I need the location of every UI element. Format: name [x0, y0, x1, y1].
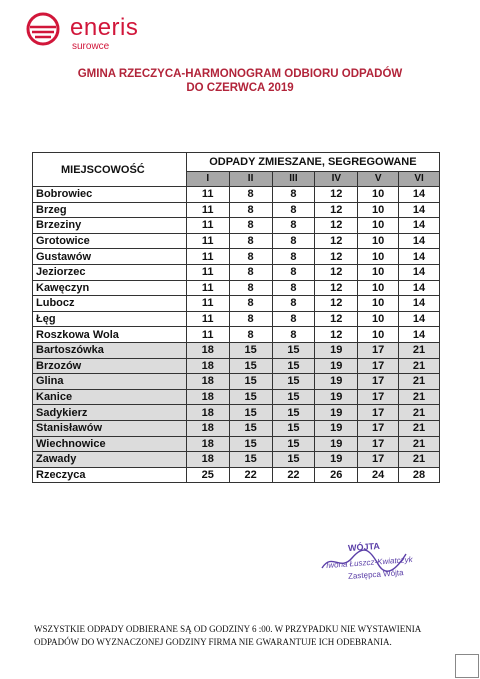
pickup-day: 12 — [315, 327, 358, 343]
schedule-table — [32, 152, 440, 483]
pickup-day: 19 — [315, 420, 358, 436]
table-row — [33, 374, 440, 390]
pickup-day: 18 — [186, 389, 229, 405]
pickup-day: 24 — [358, 467, 399, 483]
pickup-day: 15 — [229, 374, 272, 390]
table-row — [33, 358, 440, 374]
pickup-day: 14 — [399, 327, 440, 343]
footer-note — [34, 623, 454, 649]
pickup-day: 11 — [186, 311, 229, 327]
pickup-day: 8 — [229, 187, 272, 203]
logo-name: eneris — [70, 14, 139, 41]
pickup-day: 8 — [229, 249, 272, 265]
pickup-day: 10 — [358, 218, 399, 234]
pickup-day: 14 — [399, 202, 440, 218]
pickup-day: 8 — [272, 296, 315, 312]
pickup-day: 8 — [272, 233, 315, 249]
pickup-day: 10 — [358, 264, 399, 280]
pickup-day: 12 — [315, 187, 358, 203]
pickup-day: 19 — [315, 436, 358, 452]
pickup-day: 12 — [315, 218, 358, 234]
table-row — [33, 452, 440, 468]
pickup-day: 18 — [186, 358, 229, 374]
pickup-day: 11 — [186, 327, 229, 343]
pickup-day: 17 — [358, 405, 399, 421]
pickup-day: 21 — [399, 436, 440, 452]
pickup-day: 10 — [358, 187, 399, 203]
pickup-day: 21 — [399, 342, 440, 358]
waste-type-header: ODPADY ZMIESZANE, SEGREGOWANE — [186, 153, 439, 172]
schedule-rows — [33, 187, 440, 483]
pickup-day: 19 — [315, 358, 358, 374]
pickup-day: 17 — [358, 342, 399, 358]
pickup-day: 18 — [186, 420, 229, 436]
pickup-day: 18 — [186, 342, 229, 358]
table-row — [33, 342, 440, 358]
pickup-day: 11 — [186, 280, 229, 296]
locality-name: Brzozów — [33, 358, 187, 374]
table-row — [33, 202, 440, 218]
pickup-day: 22 — [272, 467, 315, 483]
pickup-day: 15 — [229, 389, 272, 405]
month-header: V — [358, 172, 399, 187]
pickup-day: 14 — [399, 264, 440, 280]
locality-name: Bartoszówka — [33, 342, 187, 358]
pickup-day: 18 — [186, 436, 229, 452]
pickup-day: 14 — [399, 311, 440, 327]
document-title-line-2: DO CZERWCA 2019 — [186, 82, 294, 94]
pickup-day: 15 — [229, 452, 272, 468]
pickup-day: 11 — [186, 187, 229, 203]
pickup-day: 14 — [399, 187, 440, 203]
pickup-day: 15 — [229, 342, 272, 358]
footer-line-2: ODPADÓW DO WYZNACZONEJ GODZINY FIRMA NIE GWARANTUJE ICH ODEBRANIA. — [34, 637, 392, 647]
locality-name: Brzeg — [33, 202, 187, 218]
page-corner-mark — [455, 654, 479, 678]
table-row — [33, 405, 440, 421]
pickup-day: 12 — [315, 311, 358, 327]
month-header: I — [186, 172, 229, 187]
pickup-day: 15 — [229, 405, 272, 421]
pickup-day: 8 — [272, 187, 315, 203]
month-header: VI — [399, 172, 440, 187]
table-row — [33, 233, 440, 249]
pickup-day: 12 — [315, 249, 358, 265]
pickup-day: 10 — [358, 202, 399, 218]
table-row — [33, 249, 440, 265]
pickup-day: 17 — [358, 420, 399, 436]
locality-name: Roszkowa Wola — [33, 327, 187, 343]
pickup-day: 15 — [272, 342, 315, 358]
locality-name: Stanisławów — [33, 420, 187, 436]
pickup-day: 21 — [399, 405, 440, 421]
table-row — [33, 264, 440, 280]
stamp-title: WÓJTA — [347, 540, 381, 554]
pickup-day: 8 — [272, 311, 315, 327]
pickup-day: 22 — [229, 467, 272, 483]
pickup-day: 15 — [272, 374, 315, 390]
pickup-day: 11 — [186, 233, 229, 249]
locality-name: Bobrowiec — [33, 187, 187, 203]
locality-name: Zawady — [33, 452, 187, 468]
pickup-day: 8 — [229, 280, 272, 296]
month-header: IV — [315, 172, 358, 187]
city-column-header: MIEJSCOWOŚĆ — [33, 153, 187, 187]
official-stamp — [318, 538, 428, 586]
pickup-day: 21 — [399, 420, 440, 436]
pickup-day: 17 — [358, 374, 399, 390]
pickup-day: 11 — [186, 202, 229, 218]
pickup-day: 11 — [186, 218, 229, 234]
pickup-day: 17 — [358, 358, 399, 374]
pickup-day: 15 — [229, 436, 272, 452]
locality-name: Rzeczyca — [33, 467, 187, 483]
pickup-day: 12 — [315, 202, 358, 218]
pickup-day: 10 — [358, 296, 399, 312]
pickup-day: 14 — [399, 280, 440, 296]
logo-subtitle: surowce — [72, 41, 110, 52]
pickup-day: 14 — [399, 296, 440, 312]
pickup-day: 15 — [272, 405, 315, 421]
pickup-day: 15 — [272, 420, 315, 436]
eneris-logo-mark-icon — [26, 12, 60, 46]
pickup-day: 19 — [315, 405, 358, 421]
pickup-day: 15 — [272, 436, 315, 452]
pickup-day: 12 — [315, 296, 358, 312]
pickup-day: 21 — [399, 358, 440, 374]
locality-name: Wiechnowice — [33, 436, 187, 452]
pickup-day: 21 — [399, 374, 440, 390]
pickup-day: 8 — [272, 264, 315, 280]
table-row — [33, 311, 440, 327]
pickup-day: 17 — [358, 452, 399, 468]
locality-name: Lubocz — [33, 296, 187, 312]
pickup-day: 8 — [272, 218, 315, 234]
footer-line-1: WSZYSTKIE ODPADY ODBIERANE SĄ OD GODZINY 6 :00. W PRZYPADKU NIE WYSTAWIENIA — [34, 624, 422, 634]
pickup-day: 10 — [358, 249, 399, 265]
table-row — [33, 389, 440, 405]
stamp-name: Iwona Łuszcz-Kwiatczyk — [325, 554, 413, 571]
table-row — [33, 327, 440, 343]
pickup-day: 12 — [315, 280, 358, 296]
stamp-role: Zastępca Wójta — [347, 568, 404, 581]
pickup-day: 8 — [229, 218, 272, 234]
table-row — [33, 218, 440, 234]
table-row — [33, 420, 440, 436]
pickup-day: 21 — [399, 452, 440, 468]
locality-name: Grotowice — [33, 233, 187, 249]
pickup-day: 19 — [315, 389, 358, 405]
pickup-day: 8 — [229, 202, 272, 218]
pickup-day: 8 — [229, 233, 272, 249]
pickup-day: 8 — [229, 264, 272, 280]
pickup-day: 8 — [229, 327, 272, 343]
pickup-day: 28 — [399, 467, 440, 483]
pickup-day: 19 — [315, 342, 358, 358]
month-header: II — [229, 172, 272, 187]
locality-name: Brzeziny — [33, 218, 187, 234]
pickup-day: 25 — [186, 467, 229, 483]
pickup-day: 11 — [186, 249, 229, 265]
pickup-day: 8 — [272, 327, 315, 343]
pickup-day: 11 — [186, 296, 229, 312]
pickup-day: 17 — [358, 389, 399, 405]
pickup-day: 10 — [358, 311, 399, 327]
locality-name: Gustawów — [33, 249, 187, 265]
pickup-day: 19 — [315, 374, 358, 390]
locality-name: Kawęczyn — [33, 280, 187, 296]
document-title-line-1: GMINA RZECZYCA-HARMONOGRAM ODBIORU ODPADÓW — [77, 68, 403, 80]
table-row — [33, 436, 440, 452]
pickup-day: 10 — [358, 280, 399, 296]
pickup-day: 21 — [399, 389, 440, 405]
pickup-day: 17 — [358, 436, 399, 452]
pickup-day: 18 — [186, 452, 229, 468]
pickup-day: 10 — [358, 233, 399, 249]
pickup-day: 14 — [399, 249, 440, 265]
pickup-day: 8 — [272, 280, 315, 296]
pickup-day: 8 — [272, 202, 315, 218]
table-row — [33, 187, 440, 203]
locality-name: Sadykierz — [33, 405, 187, 421]
pickup-day: 8 — [229, 311, 272, 327]
pickup-day: 15 — [229, 420, 272, 436]
table-row — [33, 280, 440, 296]
pickup-day: 18 — [186, 405, 229, 421]
pickup-day: 14 — [399, 218, 440, 234]
pickup-day: 8 — [229, 296, 272, 312]
pickup-day: 15 — [272, 358, 315, 374]
locality-name: Kanice — [33, 389, 187, 405]
eneris-logo — [22, 8, 162, 52]
pickup-day: 19 — [315, 452, 358, 468]
pickup-day: 10 — [358, 327, 399, 343]
pickup-day: 14 — [399, 233, 440, 249]
month-header: III — [272, 172, 315, 187]
table-row — [33, 467, 440, 483]
locality-name: Jeziorzec — [33, 264, 187, 280]
pickup-day: 15 — [272, 452, 315, 468]
pickup-day: 26 — [315, 467, 358, 483]
pickup-day: 12 — [315, 264, 358, 280]
pickup-day: 12 — [315, 233, 358, 249]
pickup-day: 15 — [272, 389, 315, 405]
locality-name: Łęg — [33, 311, 187, 327]
table-row — [33, 296, 440, 312]
pickup-day: 15 — [229, 358, 272, 374]
pickup-day: 18 — [186, 374, 229, 390]
pickup-day: 8 — [272, 249, 315, 265]
pickup-day: 11 — [186, 264, 229, 280]
locality-name: Glina — [33, 374, 187, 390]
